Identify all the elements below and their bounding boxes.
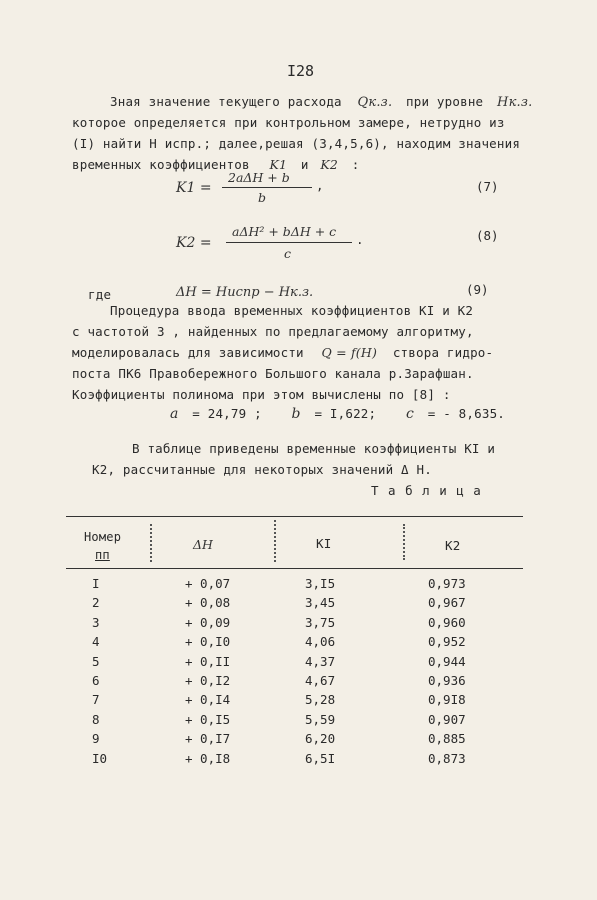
para1-line4 xyxy=(72,157,360,172)
para2-line5: Коэффициенты полинома при этом вычислены по [8] : xyxy=(72,387,451,402)
table-cell-k1: 4,06 xyxy=(305,634,336,650)
table-cell-k2: 0,9I8 xyxy=(428,692,466,708)
table-cell-dh: + 0,I0 xyxy=(185,634,231,650)
table-header-divider-2 xyxy=(274,520,276,562)
table-cell-n: 9 xyxy=(92,731,100,747)
header-k1: KI xyxy=(316,536,332,551)
table-cell-n: 7 xyxy=(92,692,100,708)
table-cell-n: I xyxy=(92,576,100,591)
formula7-fraction-bar xyxy=(222,187,312,188)
formula7-comma: , xyxy=(316,178,324,193)
table-cell-k2: 0,973 xyxy=(428,576,466,591)
para2-line2: с частотой 3 , найденных по предлагаемому алгоритму, xyxy=(72,324,474,339)
table-cell-n: 8 xyxy=(92,711,100,727)
coef-a-value: = 24,79 ; xyxy=(192,406,262,421)
table-cell-k2: 0,885 xyxy=(428,731,466,747)
q-kz-handwritten: Qк.з. xyxy=(357,95,393,110)
table-cell-k1: 4,37 xyxy=(305,653,336,669)
header-k2: K2 xyxy=(445,538,461,553)
formula7-lhs: K1 = xyxy=(176,180,212,196)
table-cell-n: I0 xyxy=(92,750,108,766)
formula9-expression: ΔH = Hиспр − Hк.з. xyxy=(176,285,314,300)
coef-a-symbol: a xyxy=(170,406,179,422)
para2-line1: Процедура ввода временных коэффициентов KI и K2 xyxy=(110,303,474,318)
table-cell-k2: 0,873 xyxy=(428,750,466,766)
table-caption: Т а б л и ц а xyxy=(371,483,482,498)
table-cell-k2: 0,936 xyxy=(428,673,466,688)
table-cell-k1: 6,5I xyxy=(305,750,336,766)
coef-b-symbol: b xyxy=(291,406,301,422)
table-cell-k1: 6,20 xyxy=(305,731,336,747)
coefficients-line xyxy=(170,406,505,422)
para1-line2: которое определяется при контрольном замере, нетрудно из xyxy=(72,115,505,130)
para1-line1 xyxy=(110,94,533,110)
table-cell-n: 4 xyxy=(92,634,100,650)
table-cell-k2: 0,952 xyxy=(428,634,466,650)
table-cell-dh: + 0,I8 xyxy=(185,750,231,766)
formula7-numerator: 2aΔH + b xyxy=(228,170,290,185)
table-cell-k1: 5,59 xyxy=(305,711,336,727)
formula9-where: где xyxy=(88,287,112,302)
table-cell-k1: 3,45 xyxy=(305,595,336,611)
para2-line3-text-a: моделировалась для зависимости xyxy=(72,345,304,360)
para3-line1: В таблице приведены временные коэффициенты KI и xyxy=(132,441,496,456)
table-cell-k2: 0,967 xyxy=(428,595,466,611)
table-cell-n: 2 xyxy=(92,595,100,611)
table-header-divider-1 xyxy=(150,524,152,562)
para1-line4-text: временных коэффициентов xyxy=(72,157,250,172)
para1-line4-and: и xyxy=(300,157,309,172)
formula8-numerator: aΔH² + bΔH + c xyxy=(232,224,337,239)
k2-handwritten: K2 xyxy=(320,157,339,172)
table-header-divider-3 xyxy=(403,524,405,560)
coef-c-symbol: c xyxy=(406,406,415,422)
header-delta-h: ΔH xyxy=(193,537,213,552)
para1-line4-colon: : xyxy=(351,157,360,172)
coef-b-value: = I,622; xyxy=(314,406,377,421)
table-cell-k2: 0,944 xyxy=(428,653,466,669)
page-number: I28 xyxy=(287,62,315,80)
table-cell-dh: + 0,I4 xyxy=(185,692,231,708)
header-number-line1: Номер xyxy=(84,530,122,544)
table-cell-k2: 0,907 xyxy=(428,711,466,727)
table-cell-dh: + 0,I2 xyxy=(185,673,231,688)
header-number-line2: пп xyxy=(95,548,110,562)
para2-line3 xyxy=(72,345,493,360)
formula7-denominator: b xyxy=(258,190,267,205)
formula8-number: (8) xyxy=(476,228,499,243)
table-cell-dh: + 0,09 xyxy=(185,614,231,630)
formula8-fraction-bar xyxy=(226,242,352,243)
para1-line3: (I) найти H испр.; далее,решая (3,4,5,6), находим значения xyxy=(72,136,521,151)
table-cell-n: 5 xyxy=(92,653,100,669)
k1-handwritten: K1 xyxy=(269,157,288,172)
formula8-denominator: c xyxy=(284,246,292,261)
table-cell-n: 6 xyxy=(92,673,100,688)
formula9-number: (9) xyxy=(466,282,489,297)
formula7-number: (7) xyxy=(476,179,499,194)
para1-line1-text-a: Зная значение текущего расхода xyxy=(110,94,342,109)
formula8-period: . xyxy=(356,232,364,247)
table-cell-n: 3 xyxy=(92,614,100,630)
table-cell-k2: 0,960 xyxy=(428,614,466,630)
table-cell-k1: 3,I5 xyxy=(305,576,336,591)
coef-c-value: = - 8,635. xyxy=(427,406,506,421)
table-cell-dh: + 0,I5 xyxy=(185,711,231,727)
q-of-h-handwritten: Q = f(H) xyxy=(321,345,378,360)
para3-line2: K2, рассчитанные для некоторых значений Δ H. xyxy=(92,462,432,477)
para1-line1-text-b: при уровне xyxy=(406,94,484,109)
table-cell-dh: + 0,08 xyxy=(185,595,231,611)
table-header-rule xyxy=(66,568,523,569)
h-kz-handwritten: Hк.з. xyxy=(497,95,533,110)
table-cell-k1: 5,28 xyxy=(305,692,336,708)
table-cell-dh: + 0,I7 xyxy=(185,731,231,747)
table-cell-dh: + 0,II xyxy=(185,653,231,669)
para2-line4: поста ПК6 Правобережного Большого канала р.Зарафшан. xyxy=(72,366,474,381)
para2-line3-text-b: створа гидро- xyxy=(392,345,494,360)
table-cell-k1: 4,67 xyxy=(305,673,336,688)
table-cell-k1: 3,75 xyxy=(305,614,336,630)
table-top-rule xyxy=(66,516,523,517)
formula8-lhs: K2 = xyxy=(176,235,212,251)
table-cell-dh: + 0,07 xyxy=(185,576,231,591)
